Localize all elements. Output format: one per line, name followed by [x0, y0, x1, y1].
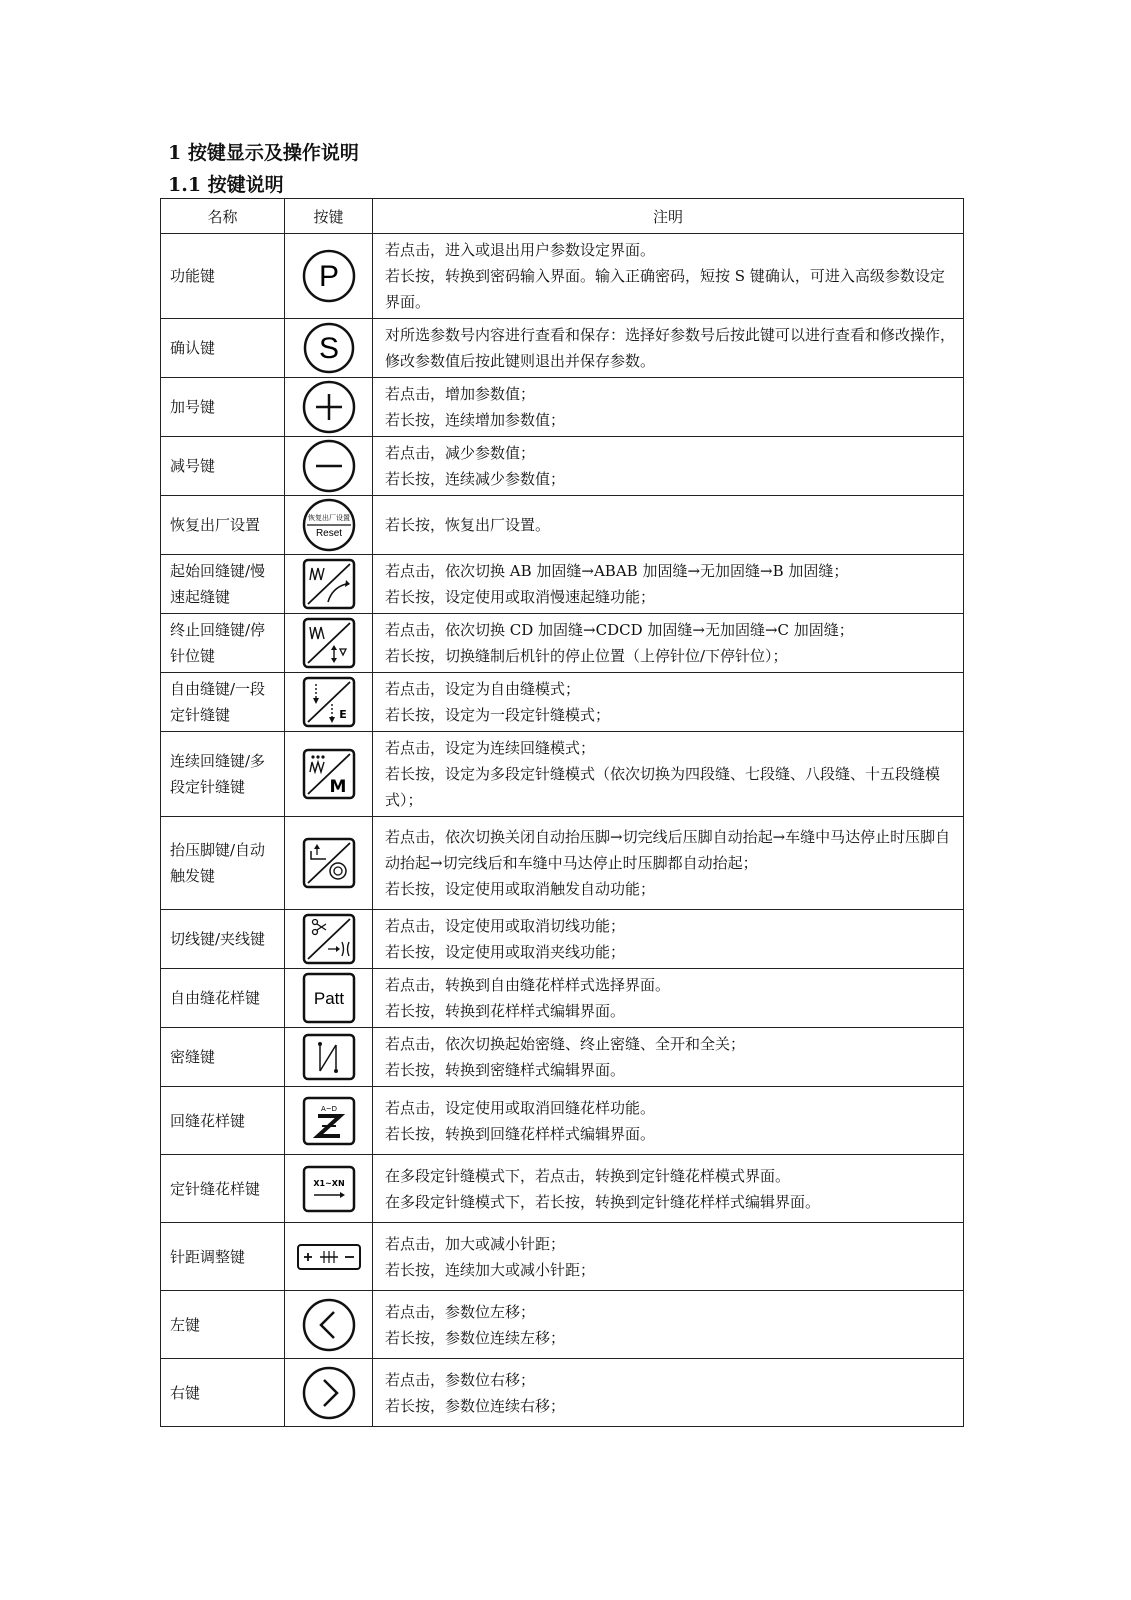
key-name: 针距调整键 [161, 1223, 285, 1291]
dense-stitch-icon [302, 1033, 356, 1081]
note-line: 若长按，转换到回缝花样样式编辑界面。 [385, 1124, 656, 1143]
note-line: 若长按，转换到密缝样式编辑界面。 [385, 1061, 626, 1079]
key-name: 自由缝键/一段定针缝键 [161, 673, 285, 732]
note-line: 在多段定针缝模式下，若长按，转换到定针缝花样样式编辑界面。 [385, 1192, 821, 1211]
key-name: 恢复出厂设置 [161, 496, 285, 555]
header-name: 名称 [161, 199, 285, 234]
key-name: 抬压脚键/自动触发键 [161, 817, 285, 910]
note-line: 若点击，依次切换关闭自动抬压脚→切完线后压脚自动抬起→车缝中马达停止时压脚自动抬起→切完线后和车缝中马达停止时压脚都自动抬起； [385, 828, 951, 872]
minus-circle-icon [301, 438, 357, 494]
note-line: 若点击，设定使用或取消切线功能； [385, 917, 626, 935]
note-line: 对所选参数号内容进行查看和保存：选择好参数号后按此键可以进行查看和修改操作，修改参数值后按此键则退出并保存参数。 [385, 326, 956, 370]
note-line: 若长按，切换缝制后机针的停止位置（上停针位/下停针位）； [385, 647, 788, 665]
table-row [161, 910, 964, 969]
chevron-right-circle-icon [301, 1365, 357, 1421]
note-line: 若点击，增加参数值； [385, 385, 536, 403]
s-circle-icon [301, 321, 357, 375]
key-name: 左键 [161, 1291, 285, 1359]
note-line: 若点击，加大或减小针距； [385, 1234, 566, 1253]
note-line: 若长按，参数位连续左移； [385, 1328, 566, 1347]
table-row [161, 1087, 964, 1155]
table-row [161, 732, 964, 817]
note-line: 若点击，转换到自由缝花样样式选择界面。 [385, 976, 671, 994]
note-line: 在多段定针缝模式下，若点击，转换到定针缝花样模式界面。 [385, 1166, 791, 1185]
svg-text:Reset: Reset [315, 528, 342, 539]
note-line: 若点击，设定为连续回缝模式； [385, 739, 596, 757]
svg-text:A~D: A~D [320, 1104, 337, 1113]
note-line: 若长按，转换到密码输入界面。输入正确密码，短按 S 键确认，可进入高级参数设定界面。 [385, 267, 945, 311]
table-row [161, 673, 964, 732]
svg-text:E: E [338, 708, 347, 721]
backtack-pattern-icon [302, 1096, 356, 1146]
key-name: 切线键/夹线键 [161, 910, 285, 969]
subsection-heading: 1.1 按键说明 [168, 174, 284, 196]
key-name: 自由缝花样键 [161, 969, 285, 1028]
key-name: 加号键 [161, 378, 285, 437]
table-row [161, 1155, 964, 1223]
table-row [161, 1359, 964, 1427]
start-backtack-slow-start-icon [302, 558, 356, 610]
svg-text:恢复出厂设置: 恢复出厂设置 [307, 514, 350, 522]
note-line: 若长按，连续增加参数值； [385, 411, 566, 429]
fixed-stitch-pattern-icon [302, 1165, 356, 1213]
table-row [161, 555, 964, 614]
key-name: 右键 [161, 1359, 285, 1427]
plus-circle-icon [301, 379, 357, 435]
table-row [161, 378, 964, 437]
table-row [161, 1291, 964, 1359]
note-line: 若长按，设定使用或取消夹线功能； [385, 943, 626, 961]
table-row [161, 1223, 964, 1291]
note-line: 若长按，恢复出厂设置。 [385, 516, 551, 534]
presser-foot-auto-trigger-icon [302, 837, 356, 889]
note-line: 若长按，连续加大或减小针距； [385, 1260, 596, 1279]
key-name: 确认键 [161, 319, 285, 378]
key-name: 连续回缝键/多段定针缝键 [161, 732, 285, 817]
key-name: 功能键 [161, 234, 285, 319]
chevron-left-circle-icon [301, 1297, 357, 1353]
continuous-backtack-multi-section-icon [302, 748, 356, 800]
note-line: 若点击，设定使用或取消回缝花样功能。 [385, 1098, 656, 1117]
note-line: 若点击，参数位右移； [385, 1370, 536, 1389]
note-line: 若点击，进入或退出用户参数设定界面。 [385, 241, 656, 259]
svg-text:X1~XN: X1~XN [312, 1178, 345, 1188]
section-heading: 1 按键显示及操作说明 [168, 142, 359, 164]
key-name: 起始回缝键/慢速起缝键 [161, 555, 285, 614]
svg-text:Patt: Patt [313, 989, 344, 1008]
key-name: 减号键 [161, 437, 285, 496]
key-name: 密缝键 [161, 1028, 285, 1087]
p-circle-icon [301, 248, 357, 304]
svg-text:S: S [318, 332, 339, 365]
table-row [161, 437, 964, 496]
header-note: 注明 [373, 199, 964, 234]
table-header-row [161, 199, 964, 234]
table-row [161, 1028, 964, 1087]
key-name: 终止回缝键/停针位键 [161, 614, 285, 673]
note-line: 若长按，转换到花样样式编辑界面。 [385, 1002, 626, 1020]
table-row [161, 614, 964, 673]
table-row [161, 969, 964, 1028]
key-name: 定针缝花样键 [161, 1155, 285, 1223]
note-line: 若长按，设定为多段定针缝模式（依次切换为四段缝、七段缝、八段缝、十五段缝模式）； [385, 765, 941, 809]
svg-text:P: P [318, 260, 339, 293]
key-table [160, 198, 964, 1427]
table-row [161, 319, 964, 378]
note-line: 若点击，依次切换 CD 加固缝→CDCD 加固缝→无加固缝→C 加固缝； [385, 621, 854, 639]
thread-trim-clamp-icon [302, 913, 356, 965]
note-line: 若长按，设定使用或取消触发自动功能； [385, 880, 656, 898]
note-line: 若长按，设定使用或取消慢速起缝功能； [385, 588, 656, 606]
patt-icon [302, 972, 356, 1024]
header-key: 按键 [285, 199, 373, 234]
note-line: 若长按，连续减少参数值； [385, 470, 566, 488]
table-row [161, 817, 964, 910]
key-name: 回缝花样键 [161, 1087, 285, 1155]
table-row [161, 234, 964, 319]
note-line: 若长按，参数位连续右移； [385, 1396, 566, 1415]
note-line: 若点击，设定为自由缝模式； [385, 680, 581, 698]
reset-icon [301, 497, 357, 553]
svg-text:M: M [329, 777, 346, 797]
table-row [161, 496, 964, 555]
note-line: 若点击，参数位左移； [385, 1302, 536, 1321]
stitch-length-adjust-icon [296, 1243, 362, 1271]
end-backtack-needle-stop-icon [302, 617, 356, 669]
free-sewing-one-section-icon [302, 676, 356, 728]
note-line: 若点击，依次切换 AB 加固缝→ABAB 加固缝→无加固缝→B 加固缝； [385, 562, 849, 580]
note-line: 若点击，减少参数值； [385, 444, 536, 462]
note-line: 若点击，依次切换起始密缝、终止密缝、全开和全关； [385, 1035, 746, 1053]
note-line: 若长按，设定为一段定针缝模式； [385, 706, 611, 724]
